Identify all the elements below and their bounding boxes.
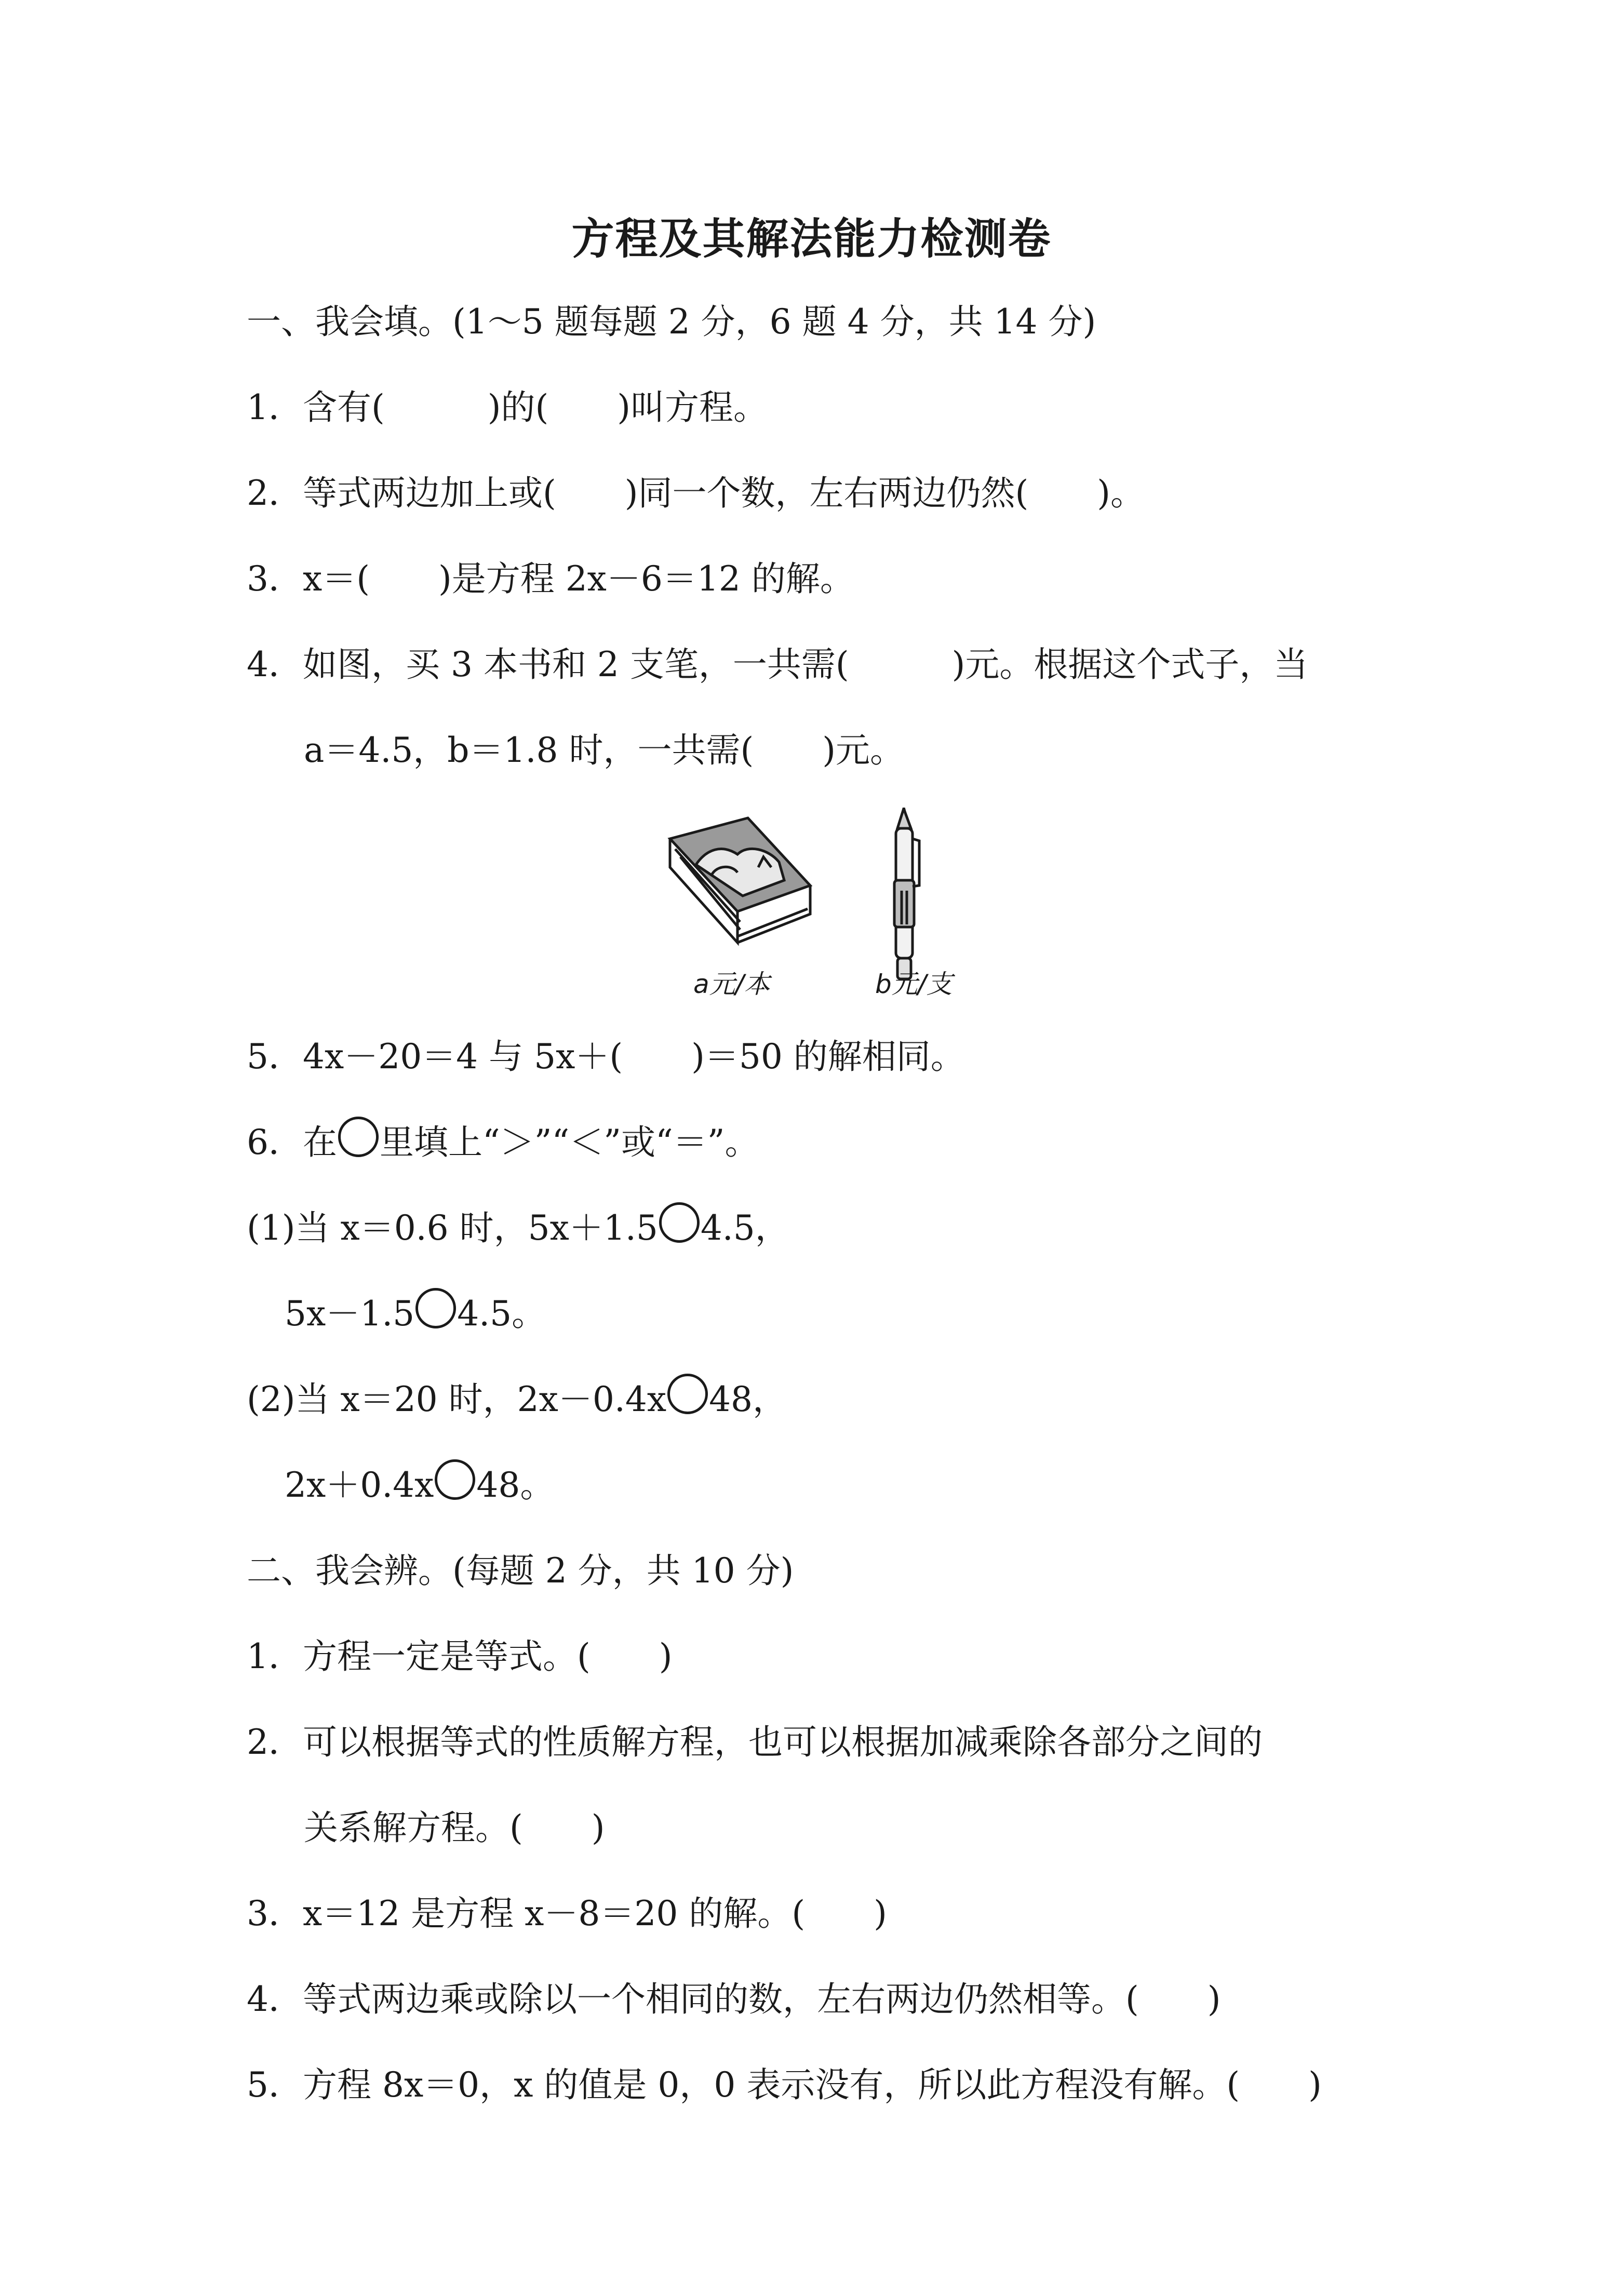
s1-question-6-2a: [247, 1374, 787, 1426]
q6-2b-expression: 2x＋0.4x: [285, 1465, 434, 1505]
s2-question-2-line2: 关系解方程。( ): [304, 1808, 605, 1848]
section1-heading: 一、我会填。(1～5 题每题 2 分，6 题 4 分，共 14 分): [247, 302, 1096, 342]
s1-question-6: [247, 1117, 759, 1169]
s1-question-4-line1: 4．如图，买 3 本书和 2 支笔，一共需( )元。根据这个式子，当: [247, 645, 1308, 684]
answer-circle-2a[interactable]: [667, 1374, 708, 1414]
s1-question-5: 5．4x－20＝4 与 5x＋( )＝50 的解相同。: [247, 1037, 965, 1077]
s2-question-4: 4．等式两边乘或除以一个相同的数，左右两边仍然相等。( ): [247, 1979, 1221, 2019]
book-icon: [670, 818, 810, 943]
s2-question-1: 1．方程一定是等式。( ): [247, 1636, 673, 1676]
q6-1b-expression: 5x－1.5: [285, 1294, 415, 1334]
q6-2a-value: 48，: [709, 1379, 787, 1419]
s1-question-3: 3．x＝( )是方程 2x－6＝12 的解。: [247, 559, 854, 599]
q6-1a-expression: (1)当 x＝0.6 时，5x＋1.5: [247, 1208, 658, 1248]
q6-1a-value: 4.5，: [700, 1208, 789, 1248]
answer-circle-1a[interactable]: [659, 1202, 700, 1243]
page-title: 方程及其解法能力检测卷: [571, 214, 1052, 264]
s1-question-4-line2: a＝4.5，b＝1.8 时，一共需( )元。: [304, 730, 904, 770]
q6-1b-value: 4.5。: [457, 1294, 546, 1334]
pen-icon: [894, 808, 919, 979]
s2-question-5: 5．方程 8x＝0，x 的值是 0，0 表示没有，所以此方程没有解。( ): [247, 2065, 1322, 2105]
section2-heading: 二、我会辨。(每题 2 分，共 10 分): [247, 1551, 794, 1591]
q6-text-before: 6．在: [247, 1122, 337, 1162]
s2-question-2-line1: 2．可以根据等式的性质解方程，也可以根据加减乘除各部分之间的: [247, 1722, 1263, 1762]
s1-question-1: 1．含有( )的( )叫方程。: [247, 387, 768, 427]
s1-question-6-2b: [285, 1459, 554, 1511]
s2-question-3: 3．x＝12 是方程 x－8＝20 的解。( ): [247, 1894, 887, 1934]
answer-circle-2b[interactable]: [435, 1459, 475, 1500]
q6-2a-expression: (2)当 x＝20 时，2x－0.4x: [247, 1379, 667, 1419]
s1-question-2: 2．等式两边加上或( )同一个数，左右两边仍然( )。: [247, 473, 1145, 513]
q6-text-after: 里填上“＞”“＜”或“＝”。: [380, 1122, 759, 1162]
q6-2b-value: 48。: [476, 1465, 555, 1505]
pen-price-caption: b元/支: [875, 969, 953, 999]
comparison-circle-icon: [338, 1117, 379, 1157]
book-price-caption: a元/本: [693, 969, 770, 999]
s1-question-6-1b: [285, 1288, 546, 1340]
s1-question-6-1a: [247, 1202, 789, 1254]
answer-circle-1b[interactable]: [415, 1288, 456, 1328]
